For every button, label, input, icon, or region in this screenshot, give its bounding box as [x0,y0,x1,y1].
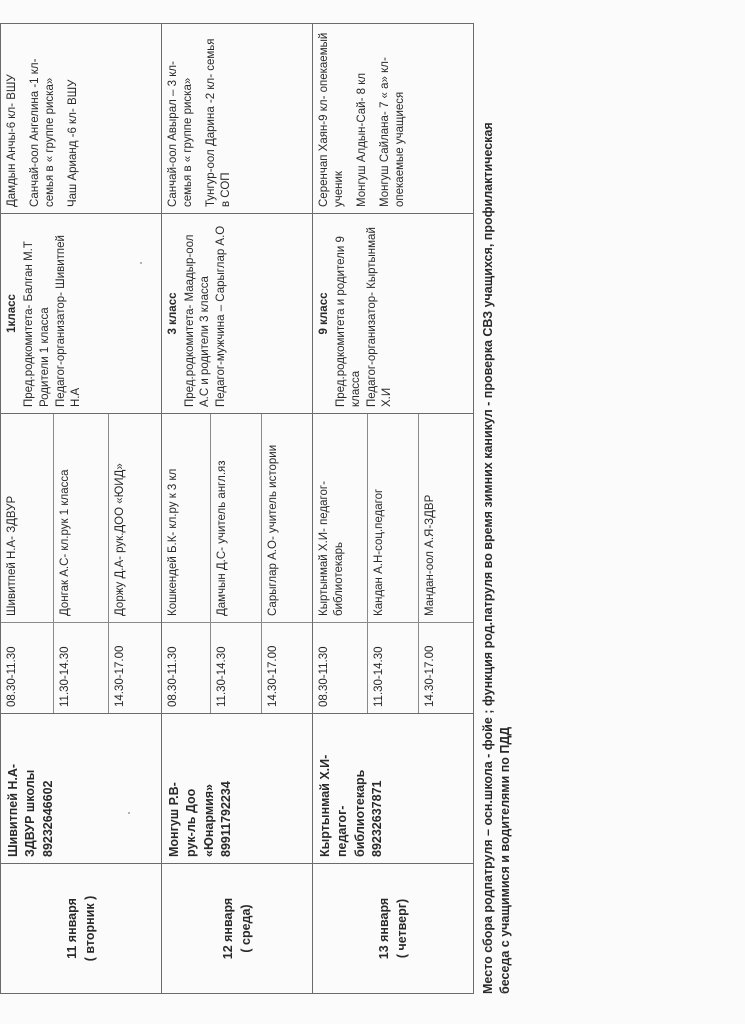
student-entry: Тунгур-оол Дарина -2 кл- семья в СОП [204,38,232,207]
student-entry: Дамдын Анчы-6 кл- ВШУ [6,74,18,207]
shift-time: 11.30-14.30 [59,646,71,707]
class-label: 3 класс [167,292,179,335]
student-entry: Санчай-оол Ангелина -1 кл- семья в « группе риска» [28,58,56,207]
scan-speck [128,812,130,814]
student-entry: Серенчап Хаян-9 кл- опекаемый ученик [318,32,345,207]
shift-time: 11.30-14.30 [373,646,385,707]
date-cell [313,864,474,994]
scan-speck [140,262,142,264]
shift-slot [1,414,53,713]
weekday-text: ( четверг) [395,898,409,959]
shift-time: 08.30-11.30 [318,646,330,707]
responsible-line: педагог- [335,805,350,857]
responsible-line: рук-ль Доо [184,788,199,857]
responsible-cell [1,714,162,864]
responsible-line: библиотекарь [352,769,367,857]
shift-slot [261,414,312,713]
shift-slot [162,414,210,713]
patrol-schedule-table [0,23,474,994]
shift-cell [1,414,162,714]
table-row [1,24,162,994]
responsible-line: ЗДВУР школы [23,769,38,857]
shift-slot [53,414,108,713]
students-cell [313,24,474,214]
responsible-phone: 89232637871 [369,780,384,857]
parents-line: Пред.родкомитета и родители 9 класса [334,236,362,407]
shift-duty: Донгак А.С- кл.рук 1 класса [54,414,108,623]
date-text: 11 января [64,898,79,959]
class-label: 9 класс [318,292,330,335]
shift-duty: Кошкендей Б.К- кл.ру к 3 кл [162,414,210,623]
assembly-note [480,34,514,994]
note-line: Место сбора родпатруля – осн.школа - фойе ; функция род.патруля во время зимних каникул - проверка СВЗ учащихся, профилактическая [481,122,495,994]
table-row [162,24,313,994]
shift-duty: Дамчын Д.С- учитель англ.яз [211,414,261,623]
shift-time: 14.30-17.00 [424,645,436,707]
shift-slot [210,414,261,713]
responsible-phone: 89911792234 [218,781,233,857]
shift-slot [313,414,367,713]
responsible-line: Монгуш Р.В- [167,782,181,857]
shift-slot [108,414,161,713]
students-cell [1,24,162,214]
shift-time: 08.30-11.30 [167,646,179,707]
responsible-line: «Юнармия» [201,784,216,857]
date-cell [162,864,313,994]
shift-time: 11.30-14.30 [216,646,228,707]
responsible-phone: 89232646602 [40,780,55,857]
responsible-cell [162,714,313,864]
parents-line: Пред.родкомитета- Маадыр-оол А.С и родители 3 класса [183,234,211,407]
student-entry: Чаш Арианд -6 кл- ВШУ [66,79,79,207]
shift-duty: Сарыглар А.О- учитель истории [262,414,312,623]
shift-cell [162,414,313,714]
responsible-line: Шивитпей Н.А- [6,763,20,857]
shift-slot [367,414,418,713]
parents-line: Педагог-организатор- Кыртынмай Х.И [365,227,393,407]
parents-line: Родители 1 класса [38,307,51,407]
shift-slot [418,414,473,713]
parents-line: Пред.родкомитета- Балган М.Т [22,241,35,407]
shift-time: 14.30-17.00 [114,645,126,707]
responsible-cell [313,714,474,864]
date-text: 13 января [376,897,391,960]
date-text: 12 января [220,897,235,960]
table-row [313,24,474,994]
student-entry: Санчай-оол Авырал – 3 кл- семья в « группе риска» [167,61,194,207]
shift-duty: Доржу Д.А- рук.ДОО «ЮИД» [109,414,161,623]
shift-duty: Мандан-оол А.Я-ЗДВР [419,414,473,623]
parents-cell [1,214,162,414]
students-cell [162,24,313,214]
date-cell [1,864,162,994]
responsible-line: Кыртынмай Х.И- [318,754,332,857]
shift-duty: Кыртынмай Х.И- педагог- библиотекарь [313,414,367,623]
note-line: беседа с учащимися и водителями по ПДД [497,726,512,994]
shift-cell [313,414,474,714]
parents-line: Педагог-организатор- Шивитпей Н.А [54,235,82,407]
shift-duty: Шивитпей Н.А- ЗДВУР [1,414,53,623]
parents-cell [162,214,313,414]
parents-cell [313,214,474,414]
student-entry: Монгуш Алдын-Сай- 8 кл [355,72,368,207]
shift-time: 14.30-17.00 [267,645,279,707]
student-entry: Монгуш Сайлана- 7 « а» кл- опекаемые учащиеся [378,57,406,207]
shift-time: 08.30-11.30 [6,646,18,707]
class-label: 1класс [6,294,18,333]
weekday-text: ( среда) [239,904,253,953]
weekday-text: ( вторник ) [83,895,97,962]
parents-line: Педагог-мужчина – Сарыглар А.О [214,225,227,407]
shift-duty: Кандан А.Н-соц.педагог [368,414,418,623]
